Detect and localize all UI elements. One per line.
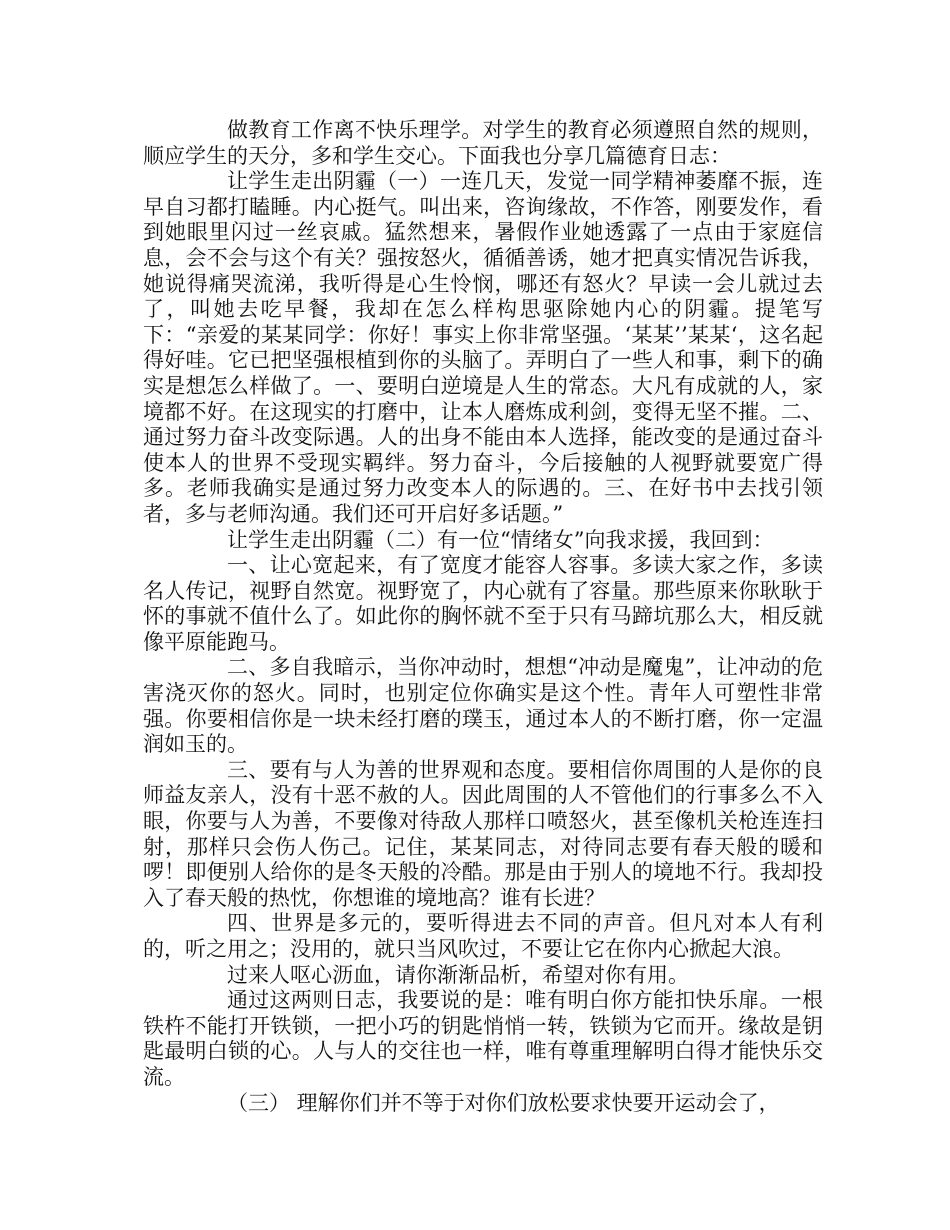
paragraph-summary: 通过这两则日志，我要说的是：唯有明白你方能扣快乐扉。一根铁杵不能打开铁锁，一把小巧的钥匙悄悄一转，铁锁为它而开。缘故是钥匙最明白锁的心。人与人的交往也一样，唯有尊重理解明白得才能快乐交流。: [143, 988, 823, 1089]
paragraph-intro: 做教育工作离不快乐理学。对学生的教育必须遵照自然的规则，顺应学生的天分，多和学生交心。下面我也分享几篇德育日志：: [143, 118, 823, 168]
paragraph-diary-two-heading: 让学生走出阴霾（二）有一位“情绪女”向我求援，我回到：: [227, 527, 774, 552]
document-body: [143, 118, 823, 1116]
paragraph-section-three: （三） 理解你们并不等于对你们放松要求快要开运动会了，: [227, 1090, 780, 1115]
paragraph-diary-one: 让学生走出阴霾（一）一连几天，发觉一同学精神萎靡不振，连早自习都打瞌睡。内心挺气。叫出来，咨询缘故，不作答，刚要发作，看到她眼里闪过一丝哀戚。猛然想来，暑假作业她透露了一点由于家庭信息，会不会与这个有关？强按怒火，循循善诱，她才把真实情况告诉我，她说得痛哭流涕，我听得是心生怜悯，哪还有怒火？早读一会儿就过去了，叫她去吃早餐，我却在怎么样构思驱除她内心的阴霾。提笔写下：“亲爱的某某同学：你好！事实上你非常坚强。‘某某’’某某‘，这名起得好哇。它已把坚强根植到你的头脑了。弄明白了一些人和事，剩下的确实是想怎么样做了。一、要明白逆境是人生的常态。大凡有成就的人，家境都不好。在这现实的打磨中，让本人磨炼成利剑，变得无坚不摧。二、通过努力奋斗改变际遇。人的出身不能由本人选择，能改变的是通过奋斗使本人的世界不受现实羁绊。努力奋斗，今后接触的人视野就要宽广得多。老师我确实是通过努力改变本人的际遇的。三、在好书中去找引领者，多与老师沟通。我们还可开启好多话题。”: [143, 169, 823, 526]
paragraph-point-four: 四、世界是多元的，要听得进去不同的声音。但凡对本人有利的，听之用之；没用的，就只当风吹过，不要让它在你内心掀起大浪。: [143, 911, 823, 961]
paragraph-point-two: 二、多自我暗示，当你冲动时，想想“冲动是魔鬼”，让冲动的危害浇灭你的怒火。同时，也别定位你确实是这个性。青年人可塑性非常强。你要相信你是一块未经打磨的璞玉，通过本人的不断打磨，你一定温润如玉的。: [143, 655, 823, 757]
paragraph-closing-note: 过来人呕心沥血，请你渐渐品析，希望对你有用。: [227, 962, 689, 987]
paragraph-point-three: 三、要有与人为善的世界观和态度。要相信你周围的人是你的良师益友亲人，没有十恶不赦的人。因此周围的人不管他们的行事多么不入眼，你要与人为善，不要像对待敌人那样口喷怒火，甚至像机关枪连连扫射，那样只会伤人伤己。记住，某某同志，对待同志要有春天般的暖和啰！即便别人给你的是冬天般的冷酷。那是由于别人的境地不行。我却投入了春天般的热忱，你想谁的境地高？谁有长进？: [143, 757, 823, 910]
paragraph-point-one: 一、让心宽起来，有了宽度才能容人容事。多读大家之作，多读名人传记，视野自然宽。视野宽了，内心就有了容量。那些原来你耿耿于怀的事就不值什么了。如此你的胸怀就不至于只有马蹄坑那么大，相反就像平原能跑马。: [143, 553, 823, 654]
